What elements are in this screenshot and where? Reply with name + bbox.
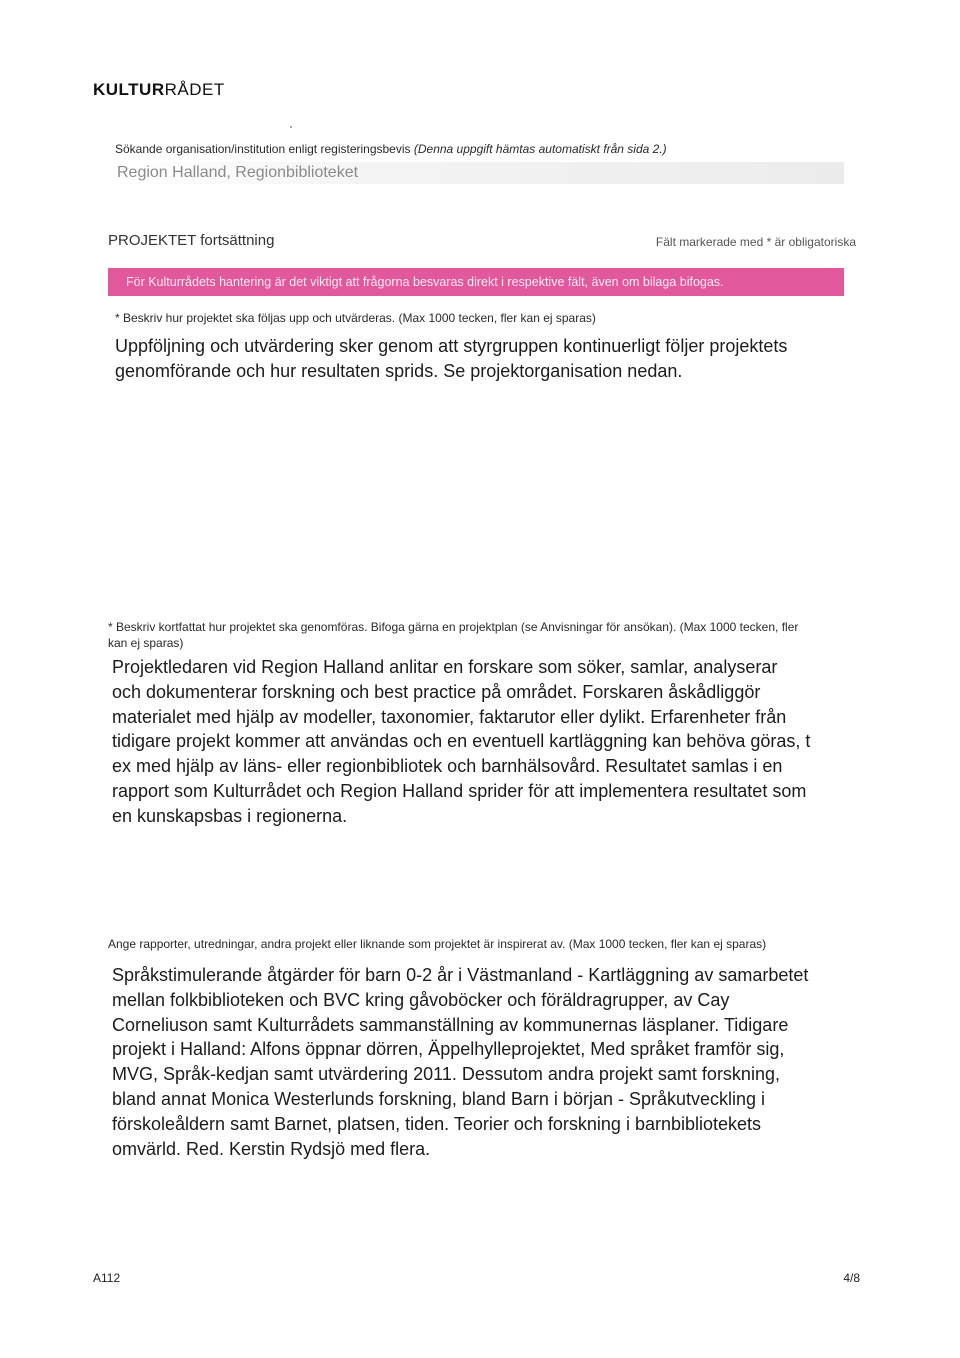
answer-line: en kunskapsbas i regionerna. bbox=[112, 805, 348, 826]
answer-line: förskoleåldern samt Barnet, platsen, tiden. Teorier och forskning i barnbibliotekets bbox=[112, 1113, 762, 1134]
answer-line: genomförande och hur resultaten sprids. Se projektorganisation nedan. bbox=[115, 360, 683, 381]
applicant-label bbox=[115, 142, 667, 156]
question-label bbox=[108, 619, 798, 651]
answer-line: projekt i Halland: Alfons öppnar dörren, Äppelhylleprojektet, Med språket framför sig, bbox=[112, 1039, 785, 1060]
logo-bold-part: KULTUR bbox=[93, 80, 165, 99]
question-label-line: kan ej sparas) bbox=[108, 636, 184, 650]
answer-field[interactable] bbox=[115, 334, 787, 384]
form-code: A112 bbox=[93, 1271, 121, 1285]
applicant-label-text: Sökande organisation/institution enligt registeringsbevis bbox=[115, 142, 414, 156]
answer-line: Corneliuson samt Kulturrådets sammanställning av kommunernas läsplaner. Tidigare bbox=[112, 1014, 789, 1035]
answer-line: omvärld. Red. Kerstin Rydsjö med flera. bbox=[112, 1138, 431, 1159]
answer-line: bland annat Monica Westerlunds forskning, bland Barn i början - Språkutveckling i bbox=[112, 1088, 766, 1109]
info-banner bbox=[108, 268, 844, 296]
answer-line: materialet med hjälp av modeller, taxonomier, faktarutor eller dylikt. Erfarenheter från bbox=[112, 706, 787, 727]
answer-line: Språkstimulerande åtgärder för barn 0-2 år i Västmanland - Kartläggning av samarbetet bbox=[112, 965, 809, 985]
info-banner-text: För Kulturrådets hantering är det viktigt att frågorna besvaras direkt i respektive fält, även om bilaga bifogas. bbox=[126, 275, 724, 289]
section-title: PROJEKTET fortsättning bbox=[108, 232, 275, 249]
applicant-value: Region Halland, Regionbiblioteket bbox=[117, 164, 359, 181]
answer-field[interactable] bbox=[112, 655, 810, 829]
logo-light-part: RÅDET bbox=[164, 80, 225, 99]
answer-line: Uppföljning och utvärdering sker genom att styrgruppen kontinuerligt följer projektets bbox=[115, 336, 788, 356]
required-note: Fält markerade med * är obligatoriska bbox=[655, 235, 856, 249]
answer-line: tidigare projekt kommer att användas och en eventuell kartläggning kan behöva göras, t bbox=[112, 731, 811, 752]
applicant-field[interactable] bbox=[108, 162, 844, 184]
page-number: 4/8 bbox=[843, 1271, 860, 1285]
answer-line: MVG, Språk-kedjan samt utvärdering 2011. Dessutom andra projekt samt forskning, bbox=[112, 1064, 780, 1085]
kulturradet-logo bbox=[93, 80, 225, 100]
question-label: * Beskriv hur projektet ska följas upp och utvärderas. (Max 1000 tecken, fler kan ej sparas) bbox=[115, 311, 596, 325]
answer-line: och dokumenterar forskning och best practice på området. Forskaren åskådliggör bbox=[112, 681, 761, 702]
answer-line: rapport som Kulturrådet och Region Halland sprider för att implementera resultatet som bbox=[112, 780, 807, 801]
applicant-label-note: (Denna uppgift hämtas automatiskt från sida 2.) bbox=[413, 142, 667, 156]
question-label-line: * Beskriv kortfattat hur projektet ska genomföras. Bifoga gärna en projektplan (se Anvisningar för ansökan). (Max 1000 tecken, fler bbox=[108, 620, 799, 634]
answer-line: ex med hjälp av läns- eller regionbibliotek och barnhälsovård. Resultatet samlas i en bbox=[112, 756, 783, 777]
question-label: Ange rapporter, utredningar, andra projekt eller liknande som projektet är inspirerat av. (Max 1000 tecken, fler kan ej sparas) bbox=[108, 937, 767, 951]
answer-line: mellan folkbiblioteken och BVC kring gåvoböcker och föräldragrupper, av Cay bbox=[112, 989, 730, 1010]
scan-dot bbox=[290, 126, 292, 128]
answer-field[interactable] bbox=[112, 963, 808, 1161]
answer-line: Projektledaren vid Region Halland anlitar en forskare som söker, samlar, analyserar bbox=[112, 657, 778, 677]
